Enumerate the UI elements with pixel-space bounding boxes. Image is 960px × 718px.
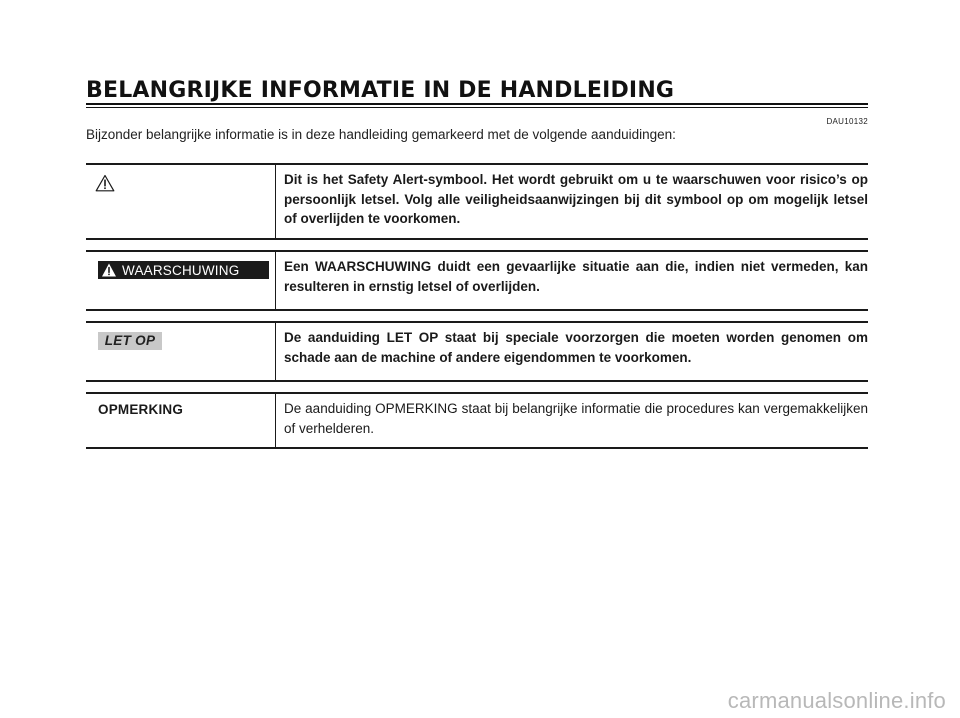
warning-badge — [98, 261, 269, 279]
caution-description: De aanduiding LET OP staat bij speciale voorzorgen die moeten worden genomen om schade aan de machine of andere eigendommen te voorkomen. — [284, 330, 868, 365]
safety-alert-icon — [95, 174, 115, 192]
caution-row — [86, 321, 868, 382]
note-row — [86, 392, 868, 449]
warning-label: WAARSCHUWING — [122, 262, 240, 278]
safety-alert-cell — [86, 165, 276, 238]
warning-row — [86, 250, 868, 311]
note-cell — [86, 394, 276, 447]
safety-alert-row — [86, 163, 868, 240]
page-title: BELANGRIJKE INFORMATIE IN DE HANDLEIDING — [86, 78, 675, 103]
warning-triangle-icon — [98, 261, 120, 279]
signal-word-table — [86, 163, 868, 449]
caution-badge: LET OP — [98, 332, 162, 350]
caution-cell — [86, 323, 276, 380]
title-rule-thin — [86, 107, 868, 108]
note-label: OPMERKING — [98, 402, 184, 417]
warning-cell — [86, 252, 276, 309]
title-rule — [86, 103, 868, 105]
intro-text: Bijzonder belangrijke informatie is in deze handleiding gemarkeerd met de volgende aanduidingen: — [86, 127, 676, 142]
warning-description: Een WAARSCHUWING duidt een gevaarlijke situatie aan die, indien niet vermeden, kan resulteren in ernstig letsel of overlijden. — [284, 259, 868, 294]
watermark: carmanualsonline.info — [727, 688, 946, 713]
note-description: De aanduiding OPMERKING staat bij belangrijke informatie die procedures kan vergemakkelijken of verhelderen. — [284, 401, 868, 436]
document-code: DAU10132 — [826, 117, 868, 126]
safety-alert-description: Dit is het Safety Alert-symbool. Het wordt gebruikt om u te waarschuwen voor risico’s op persoonlijk letsel. Volg alle veiligheidsaanwijzingen bij dit symbool op om mogelijk letsel of overlijden te voorkomen. — [284, 172, 868, 226]
